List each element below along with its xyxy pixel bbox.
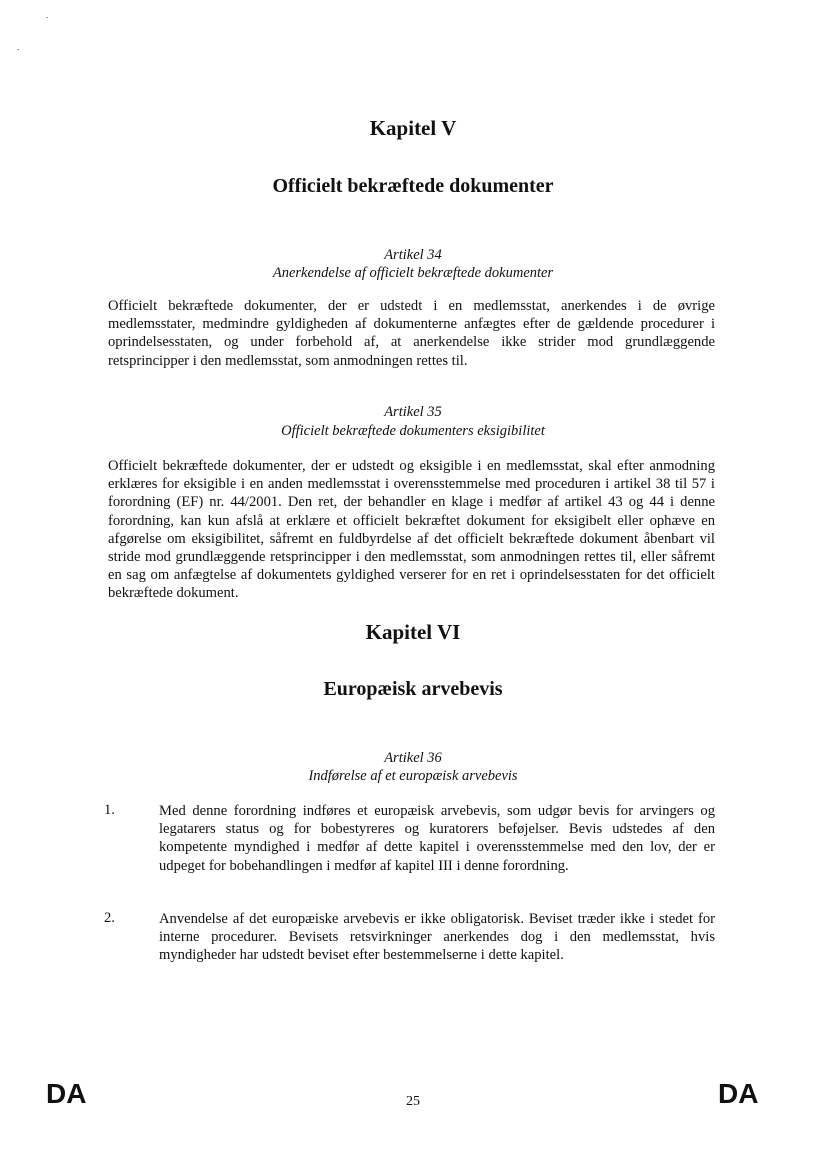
article-35-number: Artikel 35 — [384, 404, 442, 420]
item-text: Anvendelse af det europæiske arvebevis er ikke obligatorisk. Beviset træder ikke i stedet for interne procedurer. Bevisets retsvirkninger anerkendes dog i den medlemsstat, hvis myndigheder har udstedt beviset efter bestemmelserne i dette kapitel. — [159, 911, 715, 964]
chapter-vi-subtitle: Europæisk arvebevis — [323, 678, 503, 700]
article-34-text: Officielt bekræftede dokumenter, der er udstedt i en medlemsstat, anerkendes i de øvrige medlemsstater, medmindre gyldigheden af dokumenterne anfægtes efter de gældende procedurer i oprindelsesstaten, og under forbehold af, at anerkendelse ikke strider mod grundlæggende retsprincipper i den medlemsstat, som anmodningen rettes til. — [108, 298, 715, 369]
item-number: 2. — [104, 910, 115, 926]
chapter-v-subtitle: Officielt bekræftede dokumenter — [272, 175, 554, 197]
article-36-heading: Indførelse af et europæisk arvebevis — [308, 768, 518, 784]
language-code-right: DA — [718, 1078, 759, 1109]
page-number: 25 — [406, 1094, 420, 1109]
article-35-text: Officielt bekræftede dokumenter, der er udstedt og eksigible i en medlemsstat, skal efter anmodning erklæres for eksigible i en anden medlemsstat i overensstemmelse med proceduren i artikel 38 til 57 i forordning (EF) nr. 44/2001. Den ret, der behandler en klage i medfør af artikel 43 og 44 i denne forordning, kan kun afslå at erklære et officielt bekræftet dokument for eksigibelt eller ophæve en afgørelse om eksigibilitet, såfremt en fuldbyrdelse af det officielt bekræftede dokument åbenbart vil stride mod grundlæggende retsprincipper i den medlemsstat, som anmodningen rettes til, eller såfremt en sag om anfægtelse af dokumentets gyldighed verserer for en ret i oprindelsesstaten for det officielt bekræftede dokument. — [108, 458, 715, 602]
article-36-number: Artikel 36 — [384, 750, 442, 766]
article-34-number: Artikel 34 — [384, 247, 442, 263]
item-text: Med denne forordning indføres et europæisk arvebevis, som udgør bevis for arvingers og legatarers status og for bobestyreres og kuratorers beføjelser. Bevis udstedes af den kompetente myndighed i medfør af dette kapitel i overensstemmelse med den lov, der er udpeget for bobehandlingen i medfør af kapitel III i denne forordning. — [159, 803, 715, 874]
language-code-left: DA — [46, 1078, 87, 1109]
chapter-vi-title: Kapitel VI — [365, 620, 461, 644]
scan-speck — [46, 17, 48, 18]
chapter-v-title: Kapitel V — [369, 116, 457, 140]
article-35-heading: Officielt bekræftede dokumenters eksigibilitet — [281, 423, 545, 439]
item-number: 1. — [104, 802, 115, 818]
scan-speck — [17, 49, 19, 50]
article-34-heading: Anerkendelse af officielt bekræftede dokumenter — [272, 265, 554, 281]
